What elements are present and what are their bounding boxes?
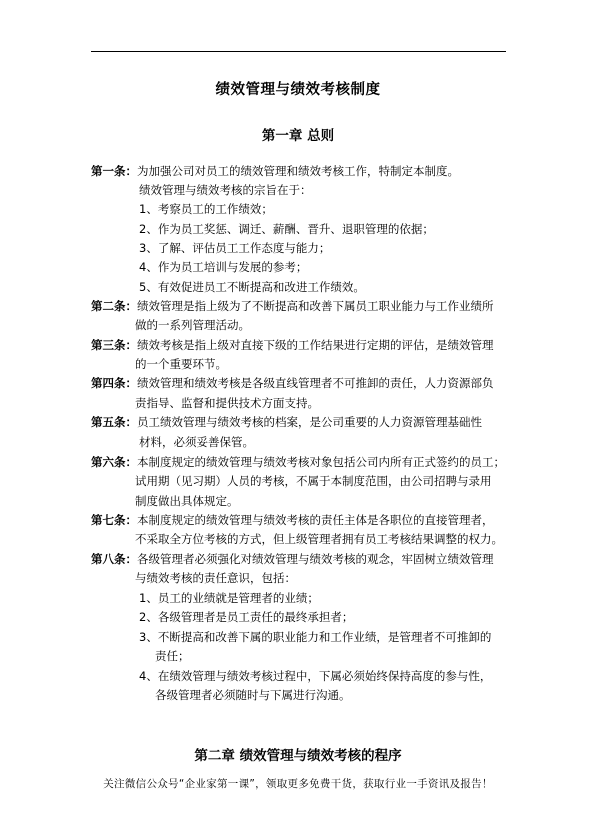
article-1: [91, 162, 459, 180]
article-text: 本制度规定的绩效管理与绩效考核对象包括公司内所有正式签约的员工；: [137, 455, 505, 469]
purpose-item-1: 1、考察员工的工作绩效；: [139, 202, 273, 216]
document-title: 绩效管理与绩效考核制度: [215, 81, 381, 98]
article-label: 第七条：: [91, 513, 137, 527]
purpose-item-5: 5、有效促进员工不断提高和改进工作绩效。: [139, 280, 365, 294]
article-label: 第五条：: [91, 415, 137, 429]
article-text: 绩效考核是指上级对直接下级的工作结果进行定期的评估，是绩效管理: [137, 338, 494, 352]
duty-item-1: 1、员工的业绩就是管理者的业绩；: [139, 591, 319, 605]
duty-item-4-cont: 各级管理者必须随时与下属进行沟通。: [155, 688, 351, 702]
article-text: 本制度规定的绩效管理与绩效考核的责任主体是各职位的直接管理者，: [137, 513, 494, 527]
purpose-item-3: 3、了解、评估员工工作态度与能力；: [139, 241, 331, 255]
article-text: 绩效管理是指上级为了不断提高和改善下属员工职业能力与工作业绩所: [137, 299, 494, 313]
article-text: 员工绩效管理与绩效考核的档案，是公司重要的人力资源管理基础性: [137, 415, 482, 429]
article-label: 第四条：: [91, 376, 137, 390]
article-2-cont: 做的一系列管理活动。: [135, 318, 250, 332]
article-6: [91, 453, 505, 471]
duty-item-3: 3、不断提高和改善下属的职业能力和工作业绩，是管理者不可推卸的: [139, 630, 492, 644]
article-6-cont-1: 试用期（见习期）人员的考核，不属于本制度范围，由公司招聘与录用: [135, 474, 492, 488]
article-5: [91, 413, 482, 431]
article-text: 为加强公司对员工的绩效管理和绩效考核工作，特制定本制度。: [137, 164, 459, 178]
article-4-cont: 责指导、监督和提供技术方面支持。: [135, 396, 319, 410]
article-4: [91, 374, 494, 392]
article-label: 第八条：: [91, 552, 137, 566]
article-text: 绩效管理和绩效考核是各级直线管理者不可推卸的责任，人力资源部负: [137, 376, 494, 390]
duty-item-2: 2、各级管理者是员工责任的最终承担者；: [139, 610, 354, 624]
article-5-cont: 材料，必须妥善保管。: [139, 435, 254, 449]
purpose-item-4: 4、作为员工培训与发展的参考；: [139, 260, 308, 274]
article-text: 各级管理者必须强化对绩效管理与绩效考核的观念，牢固树立绩效管理: [137, 552, 494, 566]
footer-notice: 关注微信公众号“企业家第一课”，领取更多免费干货，获取行业一手资讯及报告！: [103, 778, 493, 790]
article-label: 第一条：: [91, 164, 137, 178]
purpose-intro: 绩效管理与绩效考核的宗旨在于：: [139, 183, 312, 197]
article-7-cont: 不采取全方位考核的方式，但上级管理者拥有员工考核结果调整的权力。: [135, 532, 503, 546]
article-2: [91, 297, 494, 315]
article-7: [91, 511, 494, 529]
article-8-cont: 与绩效考核的责任意识，包括：: [135, 571, 296, 585]
purpose-item-2: 2、作为员工奖惩、调迁、薪酬、晋升、退职管理的依据；: [139, 222, 434, 236]
article-8: [91, 550, 494, 568]
chapter-2-title: 第二章 绩效管理与绩效考核的程序: [194, 748, 402, 764]
article-label: 第六条：: [91, 455, 137, 469]
article-3: [91, 336, 494, 354]
article-label: 第二条：: [91, 299, 137, 313]
article-3-cont: 的一个重要环节。: [135, 357, 227, 371]
duty-item-4: 4、在绩效管理与绩效考核过程中，下属必须始终保持高度的参与性，: [139, 669, 492, 683]
article-6-cont-2: 制度做出具体规定。: [135, 494, 239, 508]
header-rule: [91, 51, 506, 52]
duty-item-3-cont: 责任；: [155, 649, 190, 663]
chapter-1-title: 第一章 总则: [261, 128, 335, 144]
article-label: 第三条：: [91, 338, 137, 352]
